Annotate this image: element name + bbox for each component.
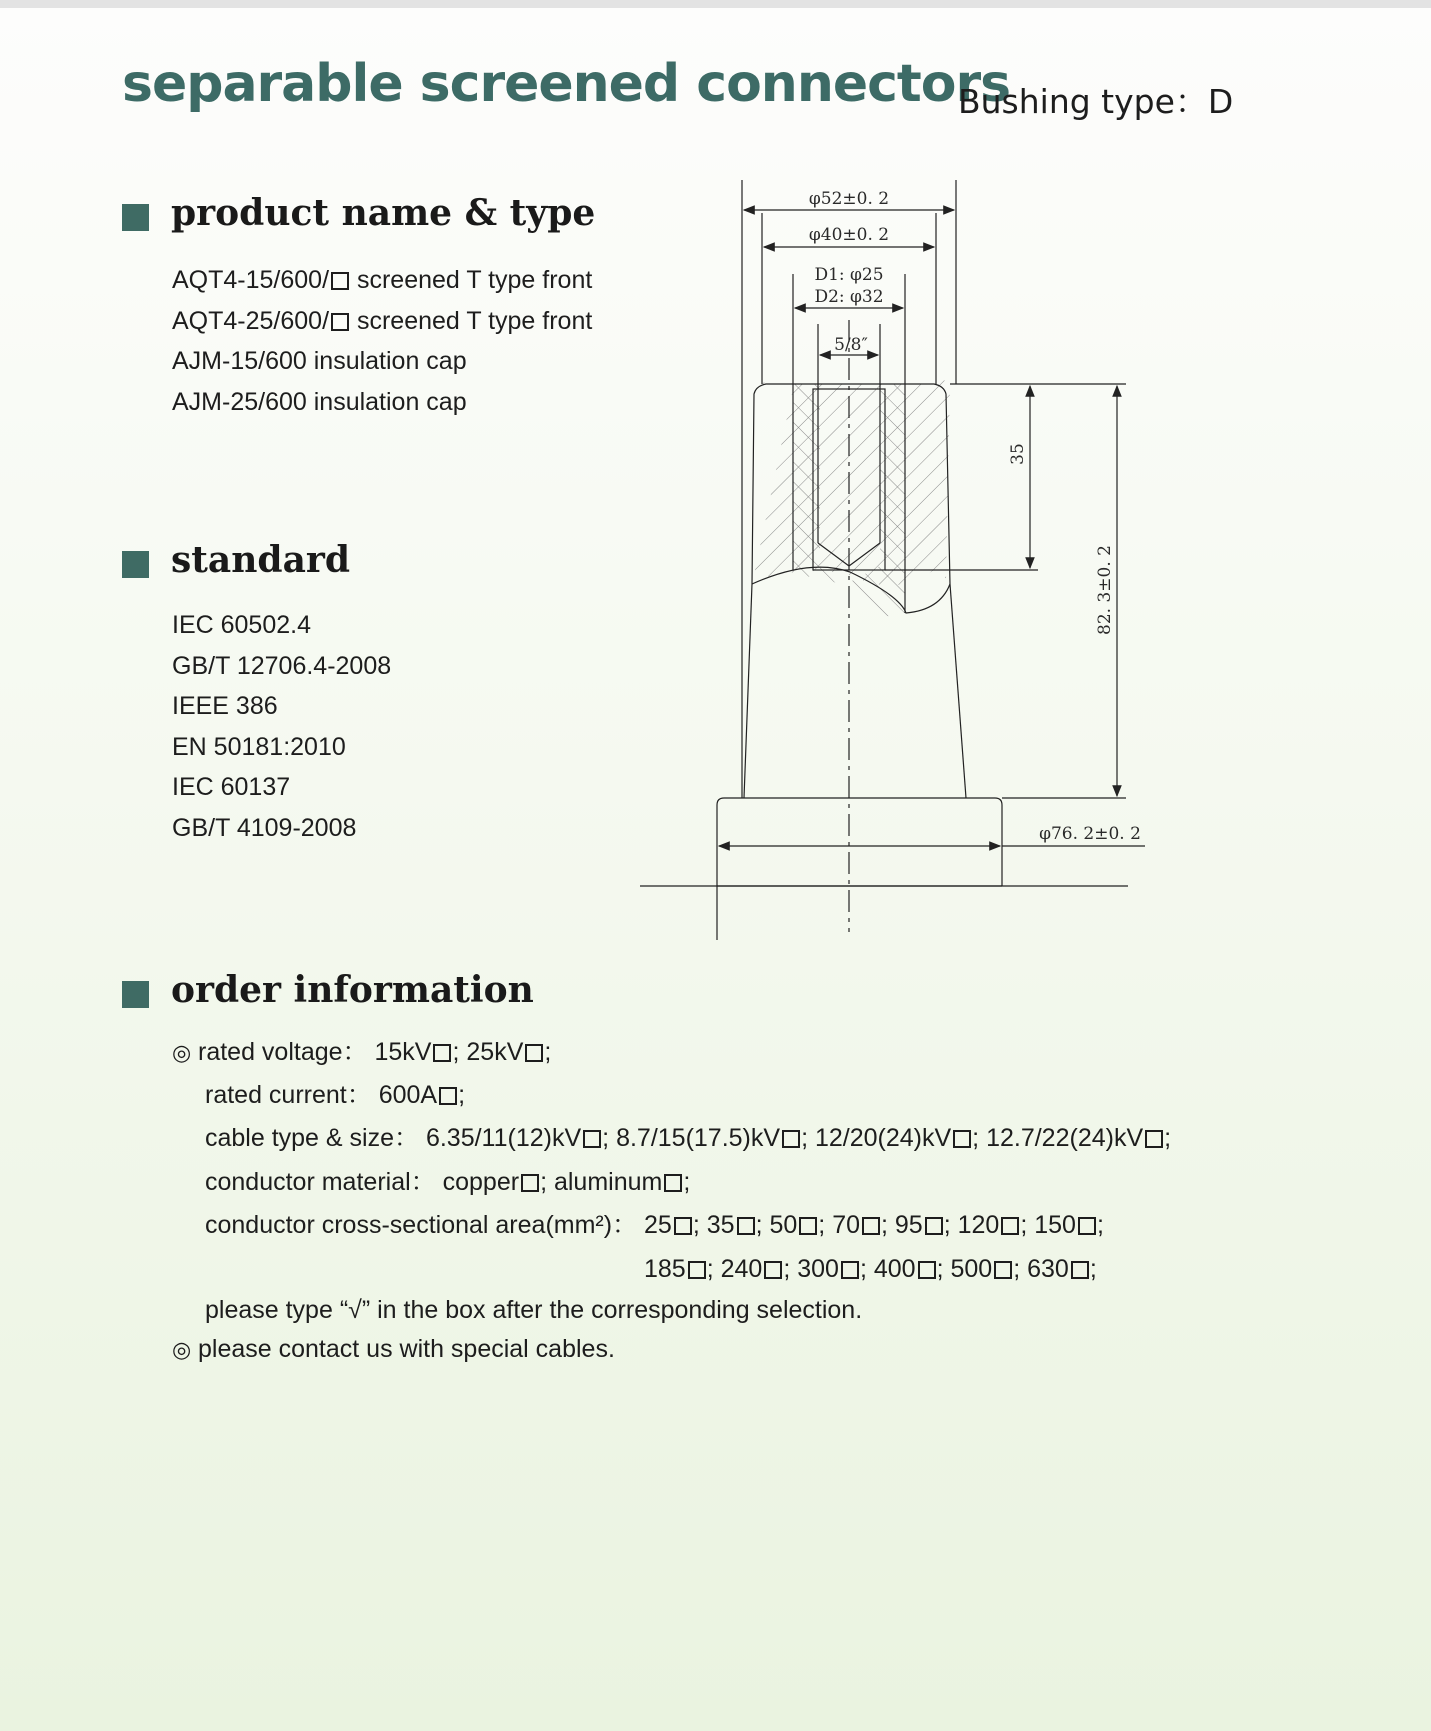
standard-item: IEC 60502.4 [172, 611, 311, 639]
area-checkbox[interactable] [674, 1217, 692, 1235]
voltage-25kv-checkbox[interactable] [525, 1044, 543, 1062]
area-checkbox[interactable] [841, 1261, 859, 1279]
material-copper-checkbox[interactable] [521, 1174, 539, 1192]
page-title: separable screened connectors [122, 54, 1011, 114]
standard-item: GB/T 12706.4-2008 [172, 651, 392, 680]
area-checkbox[interactable] [1071, 1261, 1089, 1279]
standard-item: IEEE 386 [172, 692, 278, 721]
cross-section-row-2: 185 ; 240 ; 300 ; 400 ; 500 ; 630 ; [644, 1255, 1097, 1283]
area-checkbox[interactable] [799, 1217, 817, 1235]
standard-item: EN 50181:2010 [172, 732, 346, 761]
dim-outer-top-label: φ52±0. 2 [808, 189, 890, 209]
rated-voltage-row: ◎ rated voltage： 15kV ; 25kV ; [172, 1035, 551, 1069]
standard-item: GB/T 4109-2008 [172, 813, 357, 842]
current-600a-checkbox[interactable] [439, 1087, 457, 1105]
dim-d1-label: D1: φ25 [814, 265, 884, 285]
area-checkbox[interactable] [1001, 1217, 1019, 1235]
standard-item: IEC 60137 [172, 773, 291, 802]
order-note: please type “√” in the box after the corresponding selection. [205, 1296, 863, 1324]
area-checkbox[interactable] [764, 1261, 782, 1279]
dim-base-label: φ76. 2±0. 2 [1039, 824, 1141, 844]
cross-section-row: conductor cross-sectional area(mm²)： 25 ; 35 ; 50 ; 70 ; 95 ; 120 ; 150 ; [205, 1211, 1104, 1239]
standard-list [172, 605, 391, 849]
top-border [0, 0, 1431, 8]
product-item: AQT4-15/600/ screened T type front [172, 266, 593, 294]
section-standard-label: standard [171, 539, 351, 581]
dim-height-label: 82. 3±0. 2 [1095, 545, 1115, 635]
section-product-label: product name & type [171, 192, 596, 234]
product-item: AJM-15/600 insulation cap [172, 347, 467, 375]
area-checkbox[interactable] [925, 1217, 943, 1235]
product-item: AQT4-25/600/ screened T type front [172, 306, 593, 335]
conductor-material-row: conductor material： copper ; aluminum ; [205, 1168, 691, 1196]
product-item: AJM-25/600 insulation cap [172, 387, 467, 416]
section-marker-icon [122, 204, 149, 231]
cable-type-checkbox[interactable] [782, 1130, 800, 1148]
dim-inner-top-label: φ40±0. 2 [808, 225, 890, 245]
area-checkbox[interactable] [688, 1261, 706, 1279]
cable-type-row: cable type & size： 6.35/11(12)kV ; 8.7/15(17.5)kV ; 12/20(24)kV ; 12.7/22(24)kV ; [205, 1124, 1172, 1152]
voltage-15kv-checkbox[interactable] [433, 1044, 451, 1062]
material-aluminum-checkbox[interactable] [664, 1174, 682, 1192]
contact-row: ◎ please contact us with special cables. [172, 1332, 615, 1366]
dim-thread-label: 5/8″ [834, 335, 868, 355]
product-list [172, 260, 592, 422]
section-order-label: order information [171, 969, 534, 1011]
bushing-type-label: Bushing type：D [958, 82, 1234, 121]
area-checkbox[interactable] [918, 1261, 936, 1279]
area-checkbox[interactable] [862, 1217, 880, 1235]
checkbox-icon [331, 313, 349, 331]
section-marker-icon [122, 551, 149, 578]
area-checkbox[interactable] [737, 1217, 755, 1235]
cable-type-checkbox[interactable] [583, 1130, 601, 1148]
rated-current-row: rated current： 600A ; [205, 1081, 466, 1109]
bullet-icon: ◎ [172, 1040, 192, 1065]
bullet-icon: ◎ [172, 1337, 192, 1362]
bushing-drawing [610, 180, 1150, 940]
checkbox-icon [331, 272, 349, 290]
dim-d2-label: D2: φ32 [814, 287, 884, 307]
cable-type-checkbox[interactable] [1145, 1130, 1163, 1148]
section-marker-icon [122, 981, 149, 1008]
area-checkbox[interactable] [1078, 1217, 1096, 1235]
cable-type-checkbox[interactable] [953, 1130, 971, 1148]
dim-depth-label: 35 [1008, 443, 1028, 465]
area-checkbox[interactable] [994, 1261, 1012, 1279]
